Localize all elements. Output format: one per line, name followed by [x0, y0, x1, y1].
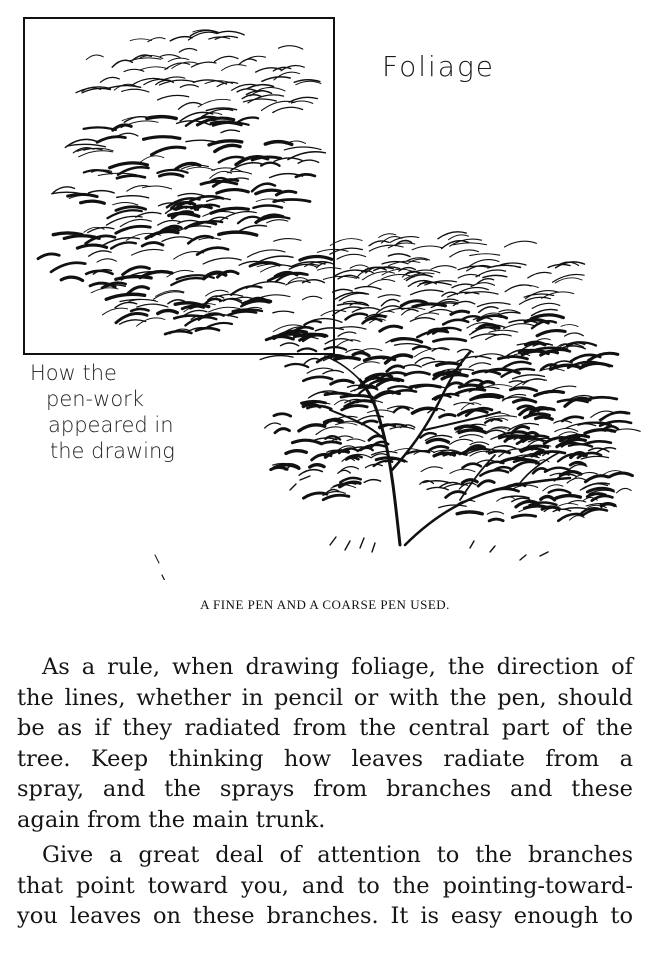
pen-stroke [498, 357, 527, 359]
pen-stroke [480, 470, 508, 476]
pen-stroke [448, 292, 479, 297]
pen-stroke [310, 465, 324, 467]
pen-stroke [281, 343, 299, 346]
pen-stroke [130, 39, 151, 41]
pen-stroke [131, 309, 148, 311]
pen-stroke [336, 340, 360, 347]
pen-stroke [450, 439, 473, 444]
pen-stroke [489, 265, 520, 268]
pen-stroke [285, 364, 308, 367]
pen-stroke [132, 249, 164, 255]
pen-stroke [478, 481, 494, 486]
pen-stroke [266, 337, 293, 340]
pen-stroke [89, 251, 111, 256]
pen-stroke [296, 81, 321, 84]
pen-stroke [412, 246, 443, 250]
pen-stroke [449, 235, 469, 240]
pen-stroke [601, 412, 630, 420]
pen-stroke [222, 65, 247, 71]
pen-stroke [303, 377, 332, 381]
pen-stroke [236, 117, 258, 122]
pen-stroke [346, 314, 367, 320]
pen-stroke [364, 480, 380, 483]
pen-stroke [170, 37, 192, 41]
pen-stroke [299, 470, 322, 476]
pen-stroke [369, 245, 403, 251]
pen-stroke [363, 349, 382, 351]
pen-stroke [217, 82, 238, 86]
text-line: the lines, whether in pencil or with the pen, should [17, 684, 633, 711]
pen-stroke [390, 237, 419, 243]
inset-pen-strokes [38, 30, 332, 334]
pen-stroke [162, 237, 193, 242]
text-line: tree. Keep thinking how leaves radiate from a [17, 745, 633, 772]
pen-stroke [571, 355, 600, 362]
pen-stroke [323, 495, 349, 500]
pen-stroke [421, 467, 442, 472]
pen-stroke [148, 38, 165, 42]
body-text [17, 652, 633, 937]
pen-stroke [165, 63, 190, 70]
pen-stroke [142, 243, 163, 246]
pen-stroke [471, 396, 500, 399]
pen-stroke [147, 117, 176, 119]
pen-stroke [211, 122, 241, 125]
pen-stroke [454, 403, 474, 405]
pen-stroke [215, 56, 239, 61]
pen-stroke [388, 386, 411, 389]
pen-stroke [217, 31, 244, 34]
pen-stroke [111, 242, 136, 248]
pen-stroke [556, 496, 580, 499]
pen-stroke [293, 440, 322, 444]
pen-stroke [178, 194, 205, 197]
pen-stroke [281, 65, 304, 70]
pen-stroke [431, 266, 456, 270]
pen-stroke [562, 417, 583, 421]
pen-stroke [388, 254, 410, 257]
pen-stroke [265, 423, 281, 428]
pen-stroke [514, 400, 536, 403]
pen-stroke [106, 294, 144, 299]
pen-stroke [469, 363, 490, 368]
pen-stroke [368, 410, 394, 413]
pen-stroke [61, 277, 82, 280]
pen-stroke [274, 414, 291, 416]
pen-stroke [350, 265, 368, 268]
pen-stroke [198, 99, 230, 107]
pen-stroke [137, 318, 166, 326]
pen-stroke [411, 290, 444, 295]
pen-stroke [395, 344, 421, 346]
pen-stroke [460, 435, 483, 438]
pen-stroke [261, 295, 290, 297]
pen-stroke [470, 254, 500, 256]
pen-stroke [513, 375, 545, 379]
pen-stroke [158, 220, 181, 225]
pen-stroke [65, 139, 96, 147]
pen-stroke [511, 285, 539, 288]
pen-stroke [334, 357, 359, 359]
pen-stroke [276, 191, 295, 195]
pen-stroke [247, 85, 274, 89]
pen-stroke [317, 249, 348, 252]
pen-stroke [86, 55, 103, 60]
pen-stroke [168, 58, 189, 61]
pen-stroke [231, 286, 261, 295]
pen-stroke [386, 355, 412, 363]
pen-stroke [179, 49, 196, 53]
pen-stroke [504, 324, 535, 329]
pen-stroke [103, 308, 128, 315]
pen-stroke [354, 362, 380, 369]
pen-stroke [380, 326, 402, 331]
figure-caption: A FINE PEN AND A COARSE PEN USED. [200, 597, 450, 612]
pen-stroke [158, 95, 189, 99]
pen-stroke [64, 236, 99, 239]
pen-stroke [262, 77, 290, 81]
signature-mark [155, 555, 208, 580]
pen-stroke [569, 501, 586, 503]
pen-stroke [273, 107, 303, 112]
text-line: again from the main trunk. [17, 806, 326, 833]
pen-stroke [479, 307, 498, 313]
pen-stroke [207, 198, 231, 201]
pen-stroke [178, 103, 201, 110]
pen-stroke [487, 512, 503, 515]
pen-stroke [303, 296, 322, 299]
pen-stroke [274, 72, 300, 80]
pen-stroke [199, 238, 221, 240]
pen-stroke [137, 304, 168, 307]
pen-stroke [91, 288, 118, 293]
pen-stroke [279, 46, 303, 49]
pen-stroke [97, 259, 116, 262]
pen-stroke [100, 77, 119, 82]
pen-stroke [116, 226, 150, 233]
pen-stroke [483, 275, 507, 277]
pen-stroke [387, 366, 404, 372]
pen-stroke [390, 427, 414, 429]
pen-stroke [268, 273, 307, 280]
pen-stroke [219, 232, 257, 235]
pen-stroke [433, 339, 465, 342]
pen-stroke [509, 381, 525, 383]
pen-stroke [116, 314, 147, 323]
pen-stroke [274, 199, 310, 201]
pen-stroke [316, 427, 343, 435]
pen-stroke [510, 388, 536, 391]
ground-strokes [285, 464, 548, 560]
inset-note-line: pen-work [46, 387, 144, 411]
pen-stroke [413, 346, 430, 349]
text-line: As a rule, when drawing foliage, the direction of [42, 654, 633, 680]
pen-stroke [587, 397, 617, 399]
pen-stroke [423, 481, 450, 483]
pen-stroke [553, 509, 570, 511]
pen-stroke [570, 516, 585, 521]
pen-stroke [565, 333, 584, 336]
pen-stroke [128, 287, 149, 294]
pen-stroke [337, 254, 366, 259]
pen-stroke [353, 353, 369, 356]
inset-note-line: the drawing [50, 439, 175, 463]
pen-stroke [338, 332, 356, 336]
pen-stroke [267, 220, 288, 223]
pen-stroke [299, 425, 325, 431]
pen-stroke [457, 512, 482, 514]
pen-stroke [122, 89, 149, 92]
pen-stroke [489, 519, 503, 521]
pen-stroke [260, 356, 293, 360]
pen-stroke [169, 213, 199, 216]
pen-stroke [555, 428, 578, 431]
inset-note-line: appeared in [48, 413, 174, 437]
pen-stroke [531, 315, 563, 319]
pen-stroke [203, 258, 241, 264]
pen-stroke [143, 186, 172, 189]
tree-pen-strokes [260, 232, 640, 521]
pen-stroke [160, 55, 180, 58]
pen-stroke [77, 245, 106, 248]
pen-stroke [140, 156, 164, 163]
pen-stroke [296, 174, 315, 177]
pen-stroke [317, 268, 341, 271]
pen-stroke [592, 496, 613, 501]
pen-stroke [537, 331, 565, 336]
pen-stroke [541, 496, 555, 499]
pen-stroke [586, 476, 608, 482]
pen-stroke [561, 325, 578, 327]
pen-stroke [117, 176, 145, 179]
pen-stroke [117, 196, 149, 198]
pen-stroke [325, 347, 347, 350]
pen-stroke [51, 263, 85, 272]
pen-stroke [67, 144, 105, 146]
pen-stroke [165, 331, 191, 334]
pen-stroke [215, 145, 240, 151]
pen-stroke [180, 85, 198, 88]
pen-stroke [505, 241, 537, 247]
pen-stroke [140, 67, 168, 70]
pen-stroke [261, 163, 279, 166]
pen-stroke [405, 372, 430, 375]
pen-stroke [333, 289, 353, 292]
pen-stroke [196, 328, 219, 331]
text-line: you leaves on these branches. It is easy enough to [17, 903, 633, 929]
pen-stroke [532, 303, 560, 308]
pen-stroke [115, 302, 137, 307]
pen-stroke [323, 370, 343, 373]
pen-stroke [600, 421, 631, 426]
pen-stroke [253, 206, 282, 208]
pen-stroke [86, 271, 112, 274]
pen-stroke [81, 201, 105, 203]
pen-stroke [239, 59, 256, 64]
pen-stroke [157, 170, 187, 173]
pen-stroke [471, 283, 495, 287]
paragraph [17, 652, 633, 835]
pen-stroke [477, 303, 510, 307]
pen-stroke [355, 287, 381, 290]
pen-stroke [486, 334, 512, 339]
pen-stroke [609, 473, 632, 477]
pen-stroke [284, 147, 321, 150]
pen-stroke [152, 147, 185, 155]
pen-stroke [116, 277, 151, 280]
pen-stroke [427, 439, 448, 442]
pen-stroke [454, 243, 487, 245]
pen-stroke [584, 441, 611, 444]
pen-stroke [381, 299, 399, 305]
pen-stroke [197, 248, 228, 255]
pen-stroke [394, 407, 409, 412]
pen-stroke [551, 365, 580, 369]
pen-stroke [79, 151, 113, 157]
pen-stroke [347, 439, 365, 442]
pen-stroke [378, 295, 400, 298]
paragraph [17, 840, 633, 932]
text-line: spray, and the sprays from branches and these [17, 776, 633, 802]
pen-stroke [352, 308, 379, 312]
pen-stroke [443, 320, 468, 325]
pen-stroke [188, 32, 216, 40]
pen-stroke [451, 311, 469, 314]
pen-stroke [158, 311, 177, 314]
pen-stroke [336, 423, 357, 425]
pen-stroke [377, 306, 401, 313]
pen-stroke [208, 323, 233, 327]
pen-stroke [298, 348, 316, 351]
pen-stroke [459, 430, 485, 433]
pen-stroke [274, 239, 301, 242]
figure-title: Foliage [382, 50, 495, 83]
pen-stroke [341, 395, 372, 397]
pen-stroke [489, 330, 518, 332]
pen-stroke [478, 382, 494, 388]
pen-stroke [440, 415, 456, 418]
pen-stroke [405, 365, 422, 367]
pen-stroke [120, 299, 155, 301]
pen-stroke [450, 250, 479, 257]
pen-stroke [528, 272, 551, 278]
pen-stroke [325, 339, 352, 344]
pen-stroke [68, 194, 97, 196]
pen-stroke [273, 311, 294, 313]
pen-stroke [221, 130, 240, 133]
pen-stroke [549, 490, 571, 493]
pen-stroke [84, 127, 116, 130]
pen-stroke [392, 339, 422, 342]
text-line: Give a great deal of attention to the branches [42, 842, 633, 868]
pen-stroke [410, 318, 434, 322]
pen-stroke [331, 380, 353, 384]
inset-note-line: How the [30, 361, 117, 385]
pen-stroke [569, 444, 592, 446]
pen-stroke [97, 137, 125, 143]
pen-stroke [113, 202, 138, 205]
pen-stroke [462, 464, 481, 468]
pen-stroke [159, 174, 183, 176]
pen-stroke [512, 515, 535, 517]
pen-stroke [402, 309, 419, 315]
text-line: that point toward you, and to the pointing-toward- [17, 872, 633, 899]
pen-stroke [617, 488, 632, 492]
pen-stroke [144, 137, 180, 140]
pen-stroke [450, 469, 475, 473]
pen-stroke [368, 280, 395, 287]
inset-note [30, 360, 175, 464]
pen-stroke [338, 470, 351, 473]
pen-stroke [217, 190, 249, 194]
pen-stroke [566, 424, 596, 429]
pen-stroke [362, 421, 377, 424]
pen-stroke [452, 284, 474, 288]
pen-stroke [275, 429, 290, 433]
pen-stroke [106, 86, 140, 89]
pen-stroke [286, 451, 306, 454]
pen-stroke [243, 99, 276, 102]
pen-stroke [536, 417, 553, 419]
pen-stroke [89, 191, 115, 193]
pen-stroke [300, 257, 332, 261]
pen-stroke [187, 167, 215, 170]
pen-stroke [38, 254, 59, 259]
pen-stroke [304, 321, 321, 325]
text-line: be as if they radiated from the central part of the [17, 715, 633, 741]
